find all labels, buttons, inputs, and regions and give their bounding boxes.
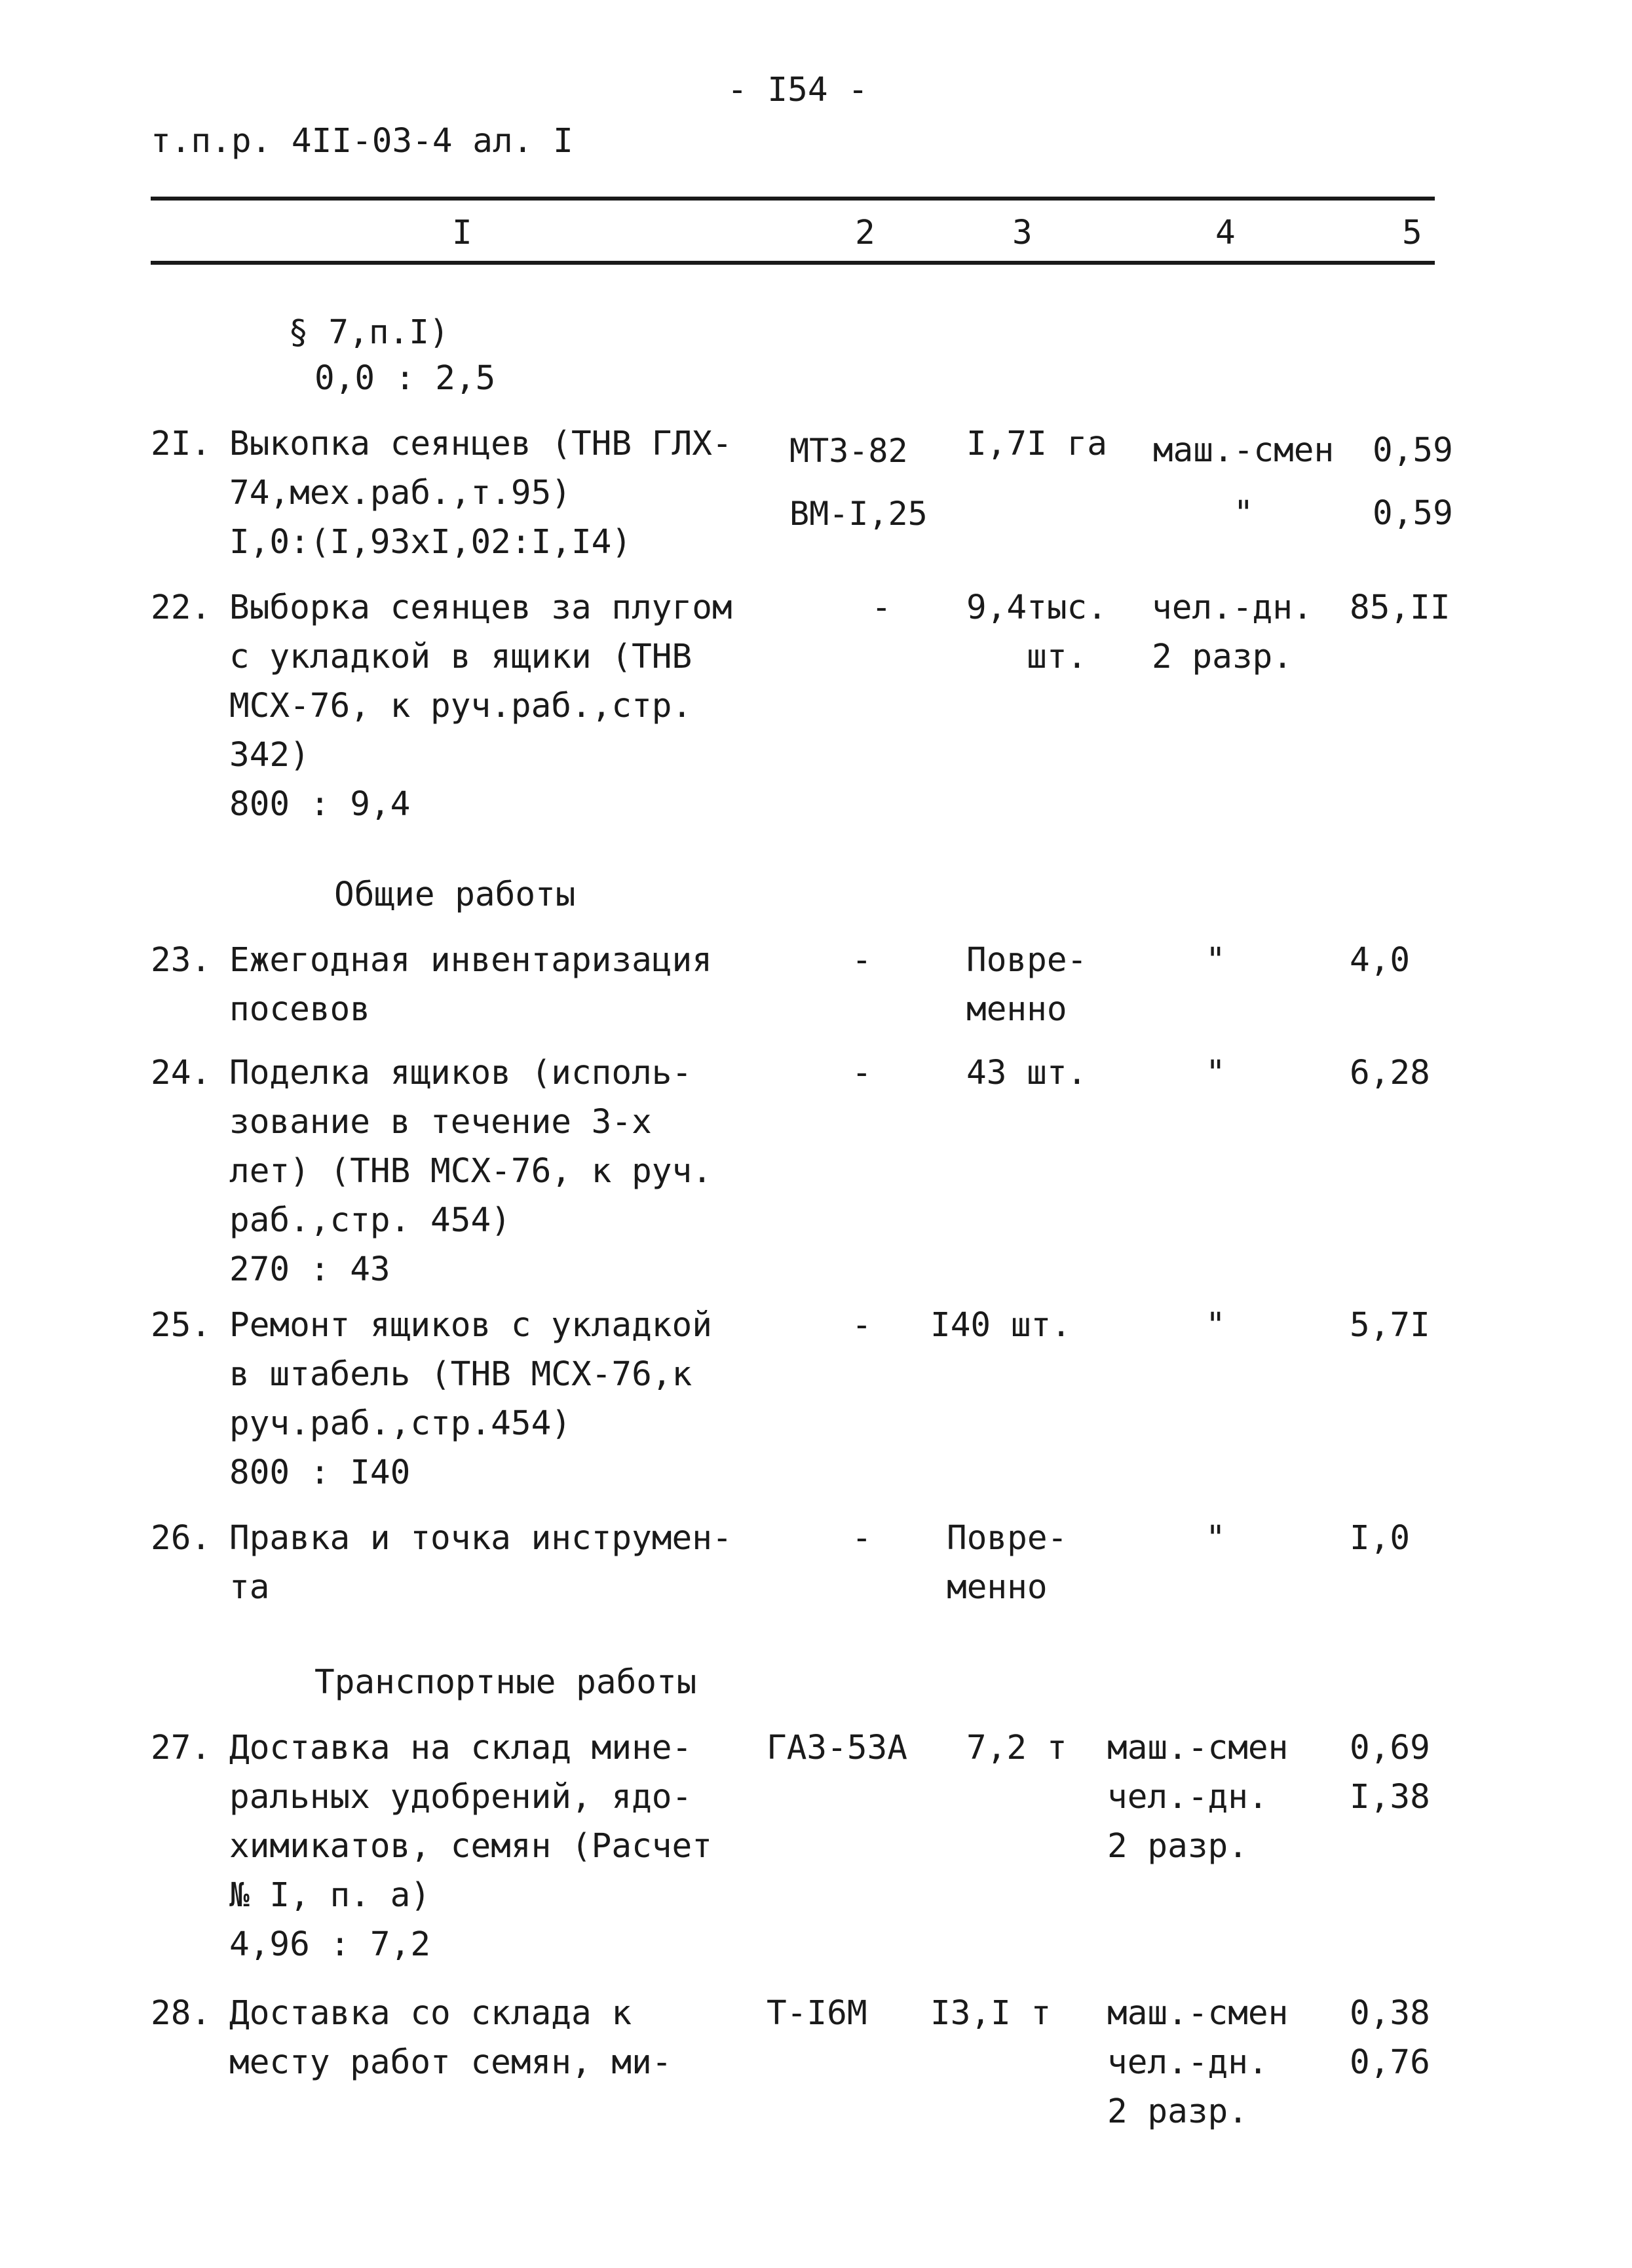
row-description: Выкопка сеянцев (ТНВ ГЛХ- 74,мех.раб.,т.95) I,0:(I,93xI,02:I,I4)	[229, 425, 732, 562]
row-equipment: МТЗ-82 ВМ-I,25	[789, 432, 928, 533]
row-number: 23.	[151, 941, 212, 980]
row-value: 0,59 0,59	[1373, 431, 1453, 533]
row-description: Доставка на склад мине- ральных удобрений, ядо- химикатов, семян (Расчет № I, п. а) 4,96 : 7,2	[229, 1729, 712, 1964]
row-volume: 9,4тыс. шт.	[966, 588, 1107, 676]
row-number: 25.	[151, 1306, 212, 1345]
page-number: - I54 -	[727, 71, 868, 109]
row-value: I,0	[1350, 1519, 1411, 1558]
row-volume: 43 шт.	[966, 1054, 1088, 1092]
document-reference: т.п.р. 4II-03-4 ал. I	[151, 122, 573, 161]
row-equipment: ГАЗ-53А	[767, 1729, 907, 1767]
column-header-4: 4	[1215, 214, 1236, 252]
row-description: Поделка ящиков (исполь- зование в течение 3-х лет) (ТНВ МСХ-76, к руч. раб.,стр. 454) 270 : 43	[229, 1054, 712, 1289]
row-value: 4,0	[1350, 941, 1411, 980]
row-unit: маш.-смен "	[1152, 431, 1335, 533]
section-heading: Общие работы	[334, 875, 576, 914]
row-unit: "	[1205, 1054, 1226, 1092]
row-description: Доставка со склада к месту работ семян, ми-	[229, 1994, 672, 2082]
column-header-5: 5	[1402, 214, 1422, 252]
column-header-1: I	[452, 214, 472, 252]
row-description: Выборка сеянцев за плугом с укладкой в ящики (ТНВ МСХ-76, к руч.раб.,стр. 342) 800 : 9,4	[229, 588, 732, 824]
row-unit: "	[1205, 941, 1226, 980]
row-description: Правка и точка инструмен- та	[229, 1519, 732, 1607]
row-equipment: -	[852, 1054, 872, 1092]
carryover-reference: § 7,п.I)	[288, 313, 449, 352]
row-unit: чел.-дн. 2 разр.	[1152, 588, 1313, 676]
row-unit: маш.-смен чел.-дн. 2 разр.	[1107, 1994, 1289, 2131]
section-heading: Транспортные работы	[314, 1663, 697, 1702]
row-number: 26.	[151, 1519, 212, 1558]
row-volume: 7,2 т	[966, 1729, 1067, 1767]
row-equipment: -	[871, 588, 892, 627]
table-top-rule	[151, 197, 1435, 201]
row-value: 85,II	[1350, 588, 1451, 627]
row-value: 5,7I	[1350, 1306, 1430, 1345]
row-equipment: -	[852, 1519, 872, 1558]
row-unit: маш.-смен чел.-дн. 2 разр.	[1107, 1729, 1289, 1866]
row-unit: "	[1205, 1519, 1226, 1558]
row-number: 22.	[151, 588, 212, 627]
column-header-2: 2	[855, 214, 875, 252]
row-volume: I,7I га	[966, 425, 1107, 463]
row-volume: I3,I т	[930, 1994, 1052, 2033]
row-equipment: -	[852, 941, 872, 980]
row-number: 24.	[151, 1054, 212, 1092]
carryover-formula: 0,0 : 2,5	[314, 359, 496, 398]
row-equipment: -	[852, 1306, 872, 1345]
row-equipment: Т-I6М	[767, 1994, 867, 2033]
row-number: 28.	[151, 1994, 212, 2033]
row-volume: Повре- менно	[947, 1519, 1068, 1607]
row-number: 2I.	[151, 425, 212, 463]
row-description: Ремонт ящиков с укладкой в штабель (ТНВ МСХ-76,к руч.раб.,стр.454) 800 : I40	[229, 1306, 712, 1492]
column-header-3: 3	[1012, 214, 1033, 252]
row-value: 0,38 0,76	[1350, 1994, 1430, 2082]
table-header-rule	[151, 261, 1435, 265]
row-volume: Повре- менно	[966, 941, 1088, 1029]
row-unit: "	[1205, 1306, 1226, 1345]
row-description: Ежегодная инвентаризация посевов	[229, 941, 712, 1029]
row-value: 0,69 I,38	[1350, 1729, 1430, 1816]
row-volume: I40 шт.	[930, 1306, 1071, 1345]
row-number: 27.	[151, 1729, 212, 1767]
row-value: 6,28	[1350, 1054, 1430, 1092]
